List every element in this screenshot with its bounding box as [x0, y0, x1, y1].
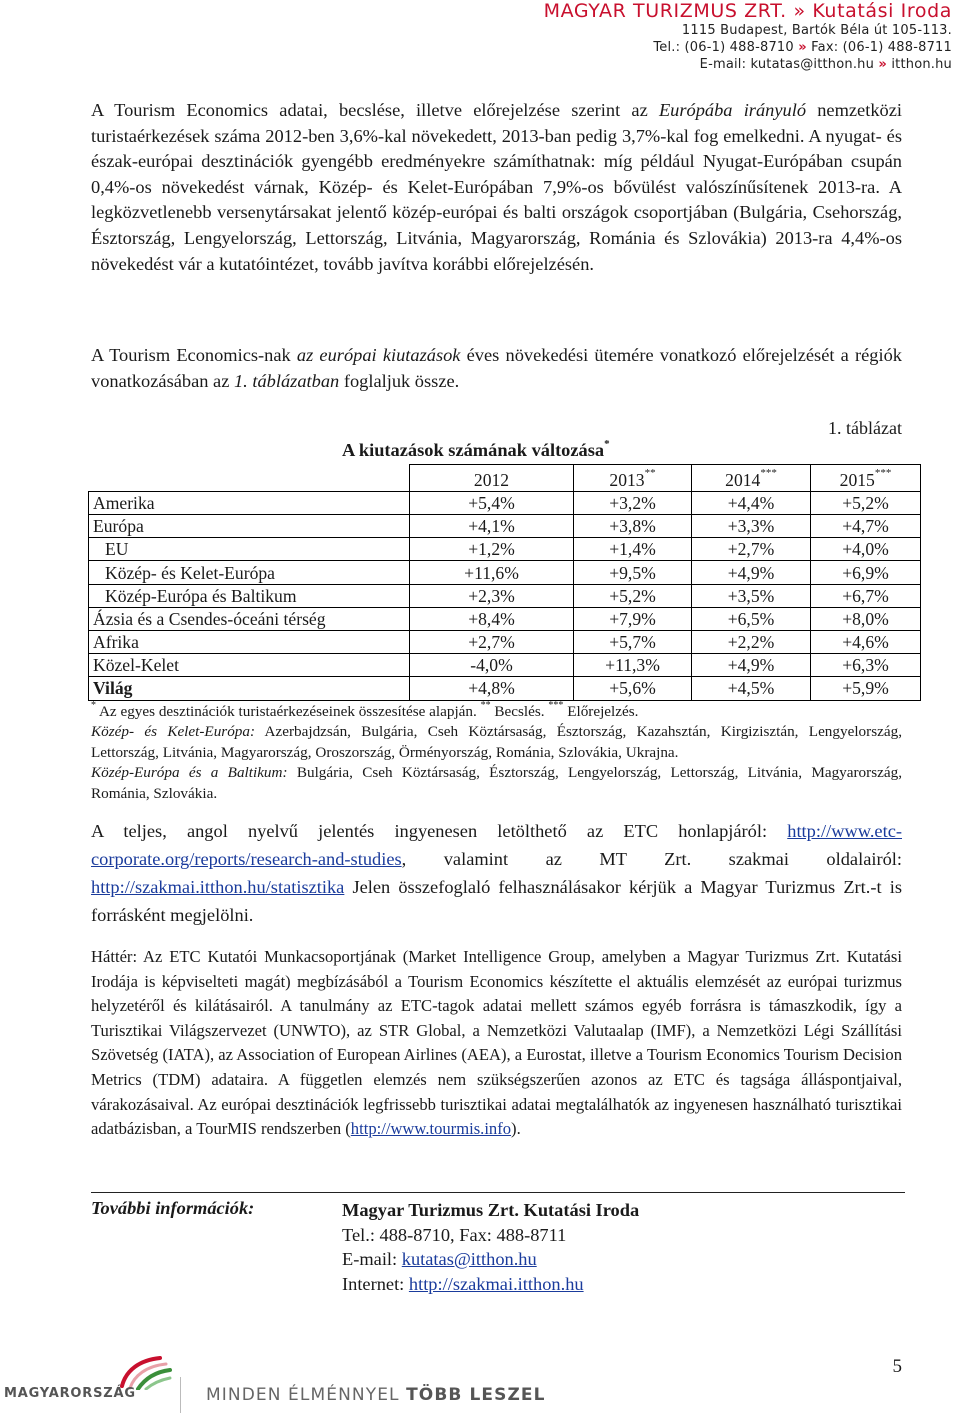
cell: +3,3% [692, 515, 811, 538]
table-row-total [89, 677, 921, 700]
footnote-mark: * [604, 438, 610, 450]
cell: +7,9% [574, 607, 692, 630]
row-label: EU [89, 538, 410, 561]
cell: +5,4% [410, 491, 574, 514]
tel: Tel.: (06-1) 488-8710 [653, 40, 794, 55]
cell: +8,4% [410, 607, 574, 630]
column-header: 2012 [410, 465, 574, 492]
table-row [89, 491, 921, 514]
paragraph-download: A teljes, angol nyelvű jelentés ingyenesen letölthető az ETC honlapjáról: http://www.etc-corporate.org/reports/research-and-studies, valamint az MT Zrt. szakmai oldalairól: http://szakmai.itthon.hu/statisztika Jelen összefoglaló felhasználásakor kérjük a Magyar Turizmus Zrt.-t is forrásként megjelölni. [91, 821, 902, 925]
paragraph-table-intro: A Tourism Economics-nak az európai kiutazások éves növekedési ütemére vonatkozó előrejelzését a régiók vonatkozásában az 1. táblázatban foglaljuk össze. [91, 345, 902, 391]
contact-email-row: E-mail: kutatas@itthon.hu [342, 1249, 537, 1269]
separator-glyph: » [793, 0, 806, 22]
cell: +6,3% [811, 654, 921, 677]
tourmis-link[interactable]: http://www.tourmis.info [350, 1119, 512, 1139]
etc-report-link[interactable]: http://www.etc-corporate.org/reports/research-and-studies [91, 821, 902, 869]
cell: +4,0% [811, 538, 921, 561]
cell: -4,0% [410, 654, 574, 677]
cell: +5,9% [811, 677, 921, 700]
table-title: A kiutazások számának változása* [342, 438, 610, 461]
email: E-mail: kutatas@itthon.hu [699, 57, 875, 72]
cell: +3,8% [574, 515, 692, 538]
table-row [89, 630, 921, 653]
row-label: Ázsia és a Csendes-óceáni térség [89, 607, 410, 630]
table-header-row [89, 465, 921, 492]
cell: +2,2% [692, 630, 811, 653]
footer-divider [180, 1377, 181, 1413]
column-header: 2015*** [811, 465, 921, 492]
column-header: 2014*** [692, 465, 811, 492]
cell: +6,7% [811, 584, 921, 607]
cell: +6,5% [692, 607, 811, 630]
contact-web-row: Internet: http://szakmai.itthon.hu [342, 1273, 584, 1294]
emphasis: Európába irányuló [658, 100, 807, 120]
cell: +4,8% [410, 677, 574, 700]
cell: +2,7% [410, 630, 574, 653]
forecast-table [88, 464, 921, 701]
fax: Fax: (06-1) 488-8711 [811, 40, 952, 55]
divider [91, 1192, 905, 1193]
region-definition-cb: Közép-Európa és a Baltikum: Bulgária, Cseh Köztársaság, Észtország, Lengyelország, Lettország, Litvánia, Magyarország, Románia, Szlovákia. [91, 764, 902, 802]
cell: +6,9% [811, 561, 921, 584]
cell: +3,2% [574, 491, 692, 514]
cell: +4,1% [410, 515, 574, 538]
cell: +5,6% [574, 677, 692, 700]
separator-glyph: » [798, 40, 807, 55]
table-row [89, 584, 921, 607]
dept-name: Kutatási Iroda [812, 0, 952, 22]
org-name: MAGYAR TURIZMUS ZRT. [543, 0, 787, 22]
row-label: Amerika [89, 491, 410, 514]
table-row [89, 538, 921, 561]
cell: +1,2% [410, 538, 574, 561]
row-label: Közép-Európa és Baltikum [89, 584, 410, 607]
cell: +11,3% [574, 654, 692, 677]
emphasis: 1. táblázatban [233, 370, 340, 391]
region-definition-ce: Közép- és Kelet-Európa: Azerbajdzsán, Bulgária, Cseh Köztársaság, Észtország, Kazahsztán, Kirgizisztán, Lengyelország, Lettország, Litvánia, Magyarország, Oroszország, Örményország, Románia, Szlovákia, Ukrajna. [91, 723, 902, 761]
emphasis: az európai kiutazások [296, 345, 461, 365]
brand-slogan: MINDEN ÉLMÉNNYEL TÖBB LESZEL [206, 1385, 546, 1405]
table-number: 1. táblázat [828, 418, 902, 438]
table-row [89, 561, 921, 584]
letterhead-address: 1115 Budapest, Bartók Béla út 105-113. [681, 23, 952, 38]
cell: +3,5% [692, 584, 811, 607]
statistics-link[interactable]: http://szakmai.itthon.hu/statisztika [91, 877, 345, 897]
cell: +5,7% [574, 630, 692, 653]
table-row [89, 515, 921, 538]
cell: +4,5% [692, 677, 811, 700]
cell: +11,6% [410, 561, 574, 584]
web: itthon.hu [891, 57, 952, 72]
table-footnote: * Az egyes desztinációk turistaérkezéseinek összesítése alapján. ** Becslés. *** Előrejelzés. [91, 700, 639, 721]
more-info-label: További információk: [91, 1198, 255, 1218]
cell: +2,7% [692, 538, 811, 561]
cell: +1,4% [574, 538, 692, 561]
cell: +9,5% [574, 561, 692, 584]
contact-phone: Tel.: 488-8710, Fax: 488-8711 [342, 1224, 567, 1245]
paragraph-intro: A Tourism Economics adatai, becslése, illetve előrejelzése szerint az Európába irányuló nemzetközi turistaérkezések száma 2012-ben 3,6%-kal növekedett, 2013-ban pedig 3,7%-kal fog emelkedni. A nyugat- és észak-európai desztinációk gyengébb eredményekre számíthatnak: míg például Nyugat-Európában csupán 0,4%-os növekedést várnak, Közép- és Kelet-Európában 7,9%-os bővülést valószínűsítenek 2013-ra. A legközvetlenebb versenytársakat jelentő közép-európai és balti országok csoportjában (Bulgária, Csehország, Észtország, Lengyelország, Lettország, Litvánia, Magyarország, Románia és Szlovákia) 2013-ra 4,4%-os növekedést vár a kutatóintézet, tovább javítva korábbi előrejelzésén. [91, 100, 902, 274]
cell: +4,7% [811, 515, 921, 538]
row-label: Világ [89, 677, 410, 700]
row-label: Európa [89, 515, 410, 538]
cell: +4,4% [692, 491, 811, 514]
brand-wordmark: MAGYARORSZÁG [4, 1386, 136, 1401]
column-header: 2013** [574, 465, 692, 492]
cell: +4,9% [692, 561, 811, 584]
row-label: Közép- és Kelet-Európa [89, 561, 410, 584]
cell: +4,9% [692, 654, 811, 677]
cell: +5,2% [811, 491, 921, 514]
page-number: 5 [892, 1356, 902, 1377]
letterhead-phone [544, 39, 952, 56]
cell: +5,2% [574, 584, 692, 607]
table-row [89, 654, 921, 677]
cell: +4,6% [811, 630, 921, 653]
table-row [89, 607, 921, 630]
hungary-logo-icon [116, 1356, 172, 1390]
row-label: Afrika [89, 630, 410, 653]
paragraph-background: Háttér: Az ETC Kutatói Munkacsoportjának (Market Intelligence Group, amelyben a Magyar Turizmus Zrt. Kutatási Irodája is képviselteti magát) megbízásából a Tourism Economics készítette el aktuális elemzését az európai turizmus helyzetéről és kilátásairól. A tanulmány az ETC-tagok adatai mellett számos egyéb forrásra is támaszkodik, így a Turisztikai Világszervezet (UNWTO), az STR Global, a Nemzetközi Valutaalap (IMF), a Nemzetközi Légi Szállítási Szövetség (IATA), az Association of European Airlines (AEA), a Eurostat, illetve a Tourism Economics Tourism Decision Metrics (TDM) adataira. A független elemzés nem szükségszerűen azonos az ETC és tagsága álláspontjaival, várakozásaival. Az európai desztinációk legfrissebb turisztikai adatai megtalálhatók az ingyenesen használható turisztikai adatbázisban, a TourMIS rendszerben (http://www.tourmis.info). [91, 947, 902, 1139]
cell: +2,3% [410, 584, 574, 607]
contact-web-link[interactable]: http://szakmai.itthon.hu [408, 1273, 584, 1294]
separator-glyph: » [878, 57, 887, 72]
row-label: Közel-Kelet [89, 654, 410, 677]
letterhead-org [544, 0, 952, 22]
contact-org: Magyar Turizmus Zrt. Kutatási Iroda [342, 1200, 640, 1220]
contact-email-link[interactable]: kutatas@itthon.hu [401, 1249, 537, 1269]
contact-block [342, 1198, 639, 1296]
cell: +8,0% [811, 607, 921, 630]
letterhead-contact [544, 56, 952, 73]
letterhead [544, 0, 952, 73]
